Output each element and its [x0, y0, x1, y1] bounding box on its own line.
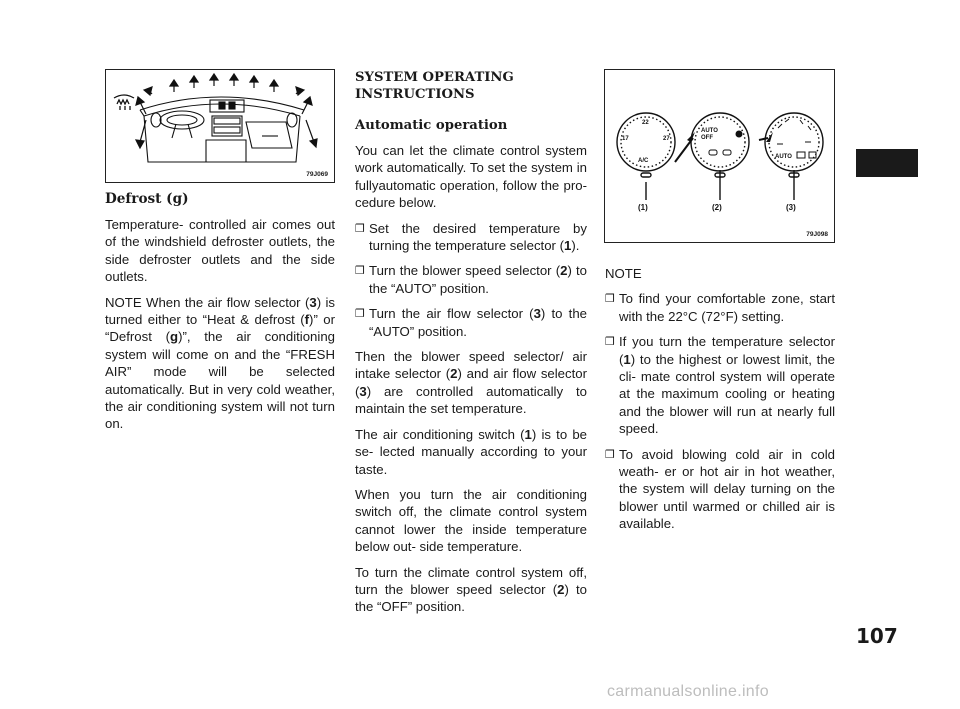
middle-column: [355, 69, 587, 624]
defrost-note: NOTE When the air flow selector (3) is turned either to “Heat & defrost (f)” or “Defrost (g)”, the air conditioning system will come on and the “FRESH AIR” mode will be selected automatically. But in very cold weather, the air conditioning system will not turn on.: [105, 294, 335, 432]
step-airflow: ❒ Turn the air flow selector (3) to the “AUTO” position.: [355, 305, 587, 340]
control-knobs-illustration: [605, 70, 834, 242]
page-number: 107: [856, 624, 898, 648]
watermark: carmanualsonline.info: [607, 683, 769, 700]
temp-label-left: 17: [622, 136, 629, 142]
dashboard-illustration: [106, 70, 334, 182]
control-panel-figure: [604, 69, 835, 243]
figure-code: 79J069: [306, 171, 328, 178]
temp-label-right: 27: [663, 136, 670, 142]
section-title: SYSTEM OPERATING INSTRUCTIONS: [355, 70, 514, 102]
ac-off-paragraph: When you turn the air conditioning switch off, the climate control system cannot lower the inside temperature below out- side temperature.: [355, 486, 587, 555]
blower-off-label: OFF: [701, 135, 713, 141]
chapter-tab: [856, 149, 918, 177]
note-comfort-zone: ❒ To find your comfortable zone, start with the 22°C (72°F) setting.: [605, 290, 835, 325]
note-blower-delay: ❒ To avoid blowing cold air in cold weath- er or hot air in hot weather, the system will delay turning on the blower until warmed or chilled air is available.: [605, 446, 835, 533]
note-temperature-limit: ❒ If you turn the temperature selector (1) to the highest or lowest limit, the cli- mate control system will operate at the maximum cooling or heating and the blower will run at nearly full speed.: [605, 333, 835, 437]
automatic-control-paragraph: Then the blower speed selector/ air intake selector (2) and air flow selector (3) are controlled automatically to maintain the set temperature.: [355, 349, 587, 417]
temp-label-top: 22: [642, 120, 649, 126]
callout-2: (2): [712, 203, 722, 212]
callout-1: (1): [638, 203, 648, 212]
defrost-paragraph: Temperature- controlled air comes out of the windshield defroster outlets, the side defroster outlets and the side outlets.: [105, 217, 335, 285]
airflow-knob: [765, 113, 823, 171]
system-off-paragraph: To turn the climate control system off, turn the blower speed selector (2) to the “OFF” position.: [355, 564, 587, 615]
defrost-icon: [114, 95, 134, 110]
airflow-auto-label: AUTO: [775, 154, 792, 160]
dashboard-outline: [140, 97, 304, 162]
step-temperature: ❒ Set the desired temperature by turning the temperature selector (1).: [355, 220, 587, 255]
blower-auto-label: AUTO: [701, 128, 718, 134]
defrost-figure: [105, 69, 335, 183]
left-column: [105, 191, 335, 441]
right-column: [605, 265, 835, 541]
ac-label: A/C: [638, 158, 649, 164]
automatic-operation-heading: Automatic operation: [355, 118, 508, 133]
step-blower: ❒ Turn the blower speed selector (2) to the “AUTO” position.: [355, 262, 587, 297]
ac-switch-paragraph: The air conditioning switch (1) is to be se- lected manually according to your taste.: [355, 426, 588, 477]
figure-code: 79J098: [806, 231, 828, 238]
note-heading: NOTE: [605, 266, 642, 281]
callout-3: (3): [786, 203, 796, 212]
automatic-intro: You can let the climate control system work automatically. To set the system in fullyautomatic operation, follow the pro- cedure below.: [355, 143, 587, 211]
defrost-heading: Defrost (g): [105, 191, 189, 207]
blower-knob: [691, 113, 749, 171]
